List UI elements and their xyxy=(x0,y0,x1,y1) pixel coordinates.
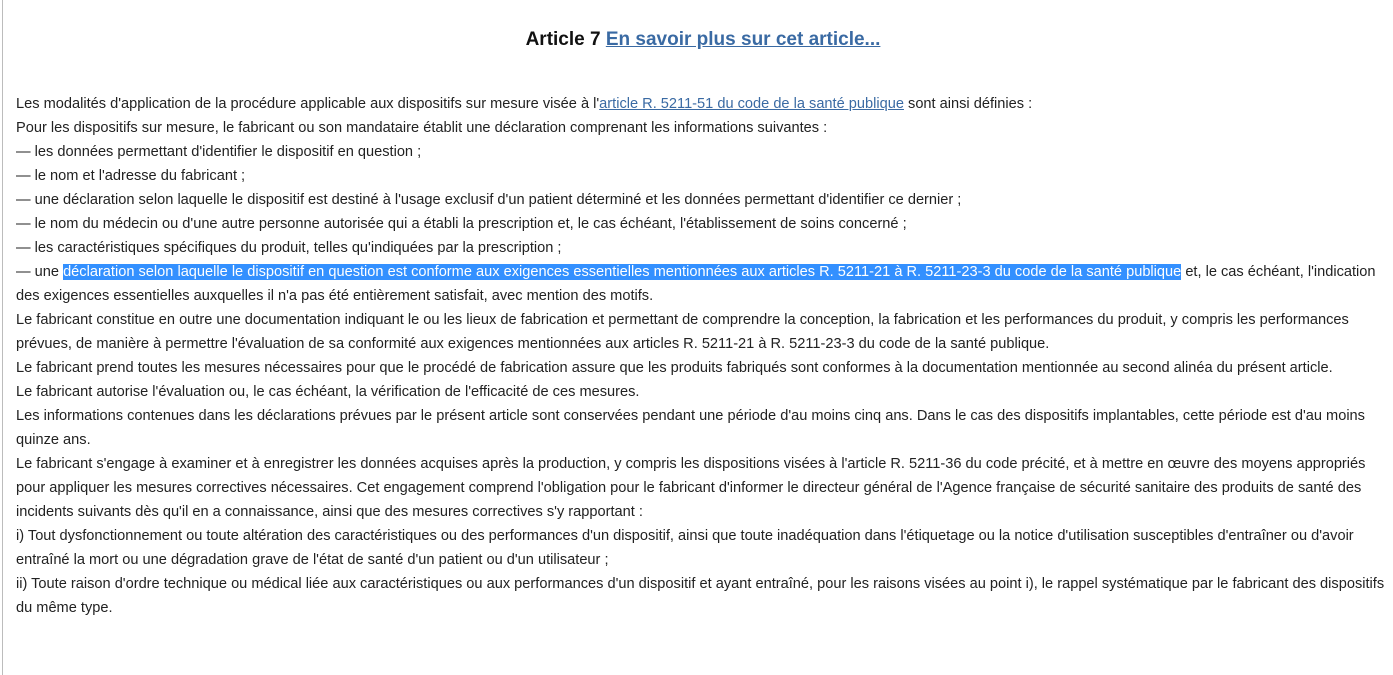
list-item: — une déclaration selon laquelle le dispositif est destiné à l'usage exclusif d'un patient déterminé et les données permettant d'identifier ce dernier ; xyxy=(16,192,962,208)
article-body xyxy=(16,92,1390,620)
article-paragraph: Le fabricant prend toutes les mesures nécessaires pour que le procédé de fabrication assure que les produits fabriqués sont conformes à la documentation mentionnée au second alinéa du présent article. xyxy=(16,360,1333,376)
page-left-border xyxy=(2,0,3,675)
article-paragraph: Les modalités d'application de la procédure applicable aux dispositifs sur mesure visée à l'article R. 5211-51 du code de la santé publique sont ainsi définies : xyxy=(16,96,1033,112)
list-item: — le nom du médecin ou d'une autre personne autorisée qui a établi la prescription et, le cas échéant, l'établissement de soins concerné ; xyxy=(16,216,907,232)
list-item: — une déclaration selon laquelle le dispositif en question est conforme aux exigences essentielles mentionnées aux articles R. 5211-21 à R. 5211-23-3 du code de la santé publique et, le cas échéant, l'indication des exigences essentielles auxquelles il n'a pas été entièrement satisfait, avec mention des motifs. xyxy=(16,264,1376,304)
article-paragraph: ii) Toute raison d'ordre technique ou médical liée aux caractéristiques ou aux performances d'un dispositif et ayant entraîné, pour les raisons visées au point i), le rappel systématique par le fabricant des dispositifs du même type. xyxy=(16,576,1385,616)
article-title xyxy=(16,28,1390,52)
article-paragraph: Le fabricant autorise l'évaluation ou, le cas échéant, la vérification de l'efficacité de ces mesures. xyxy=(16,384,640,400)
article-reference-link[interactable]: article R. 5211-51 du code de la santé publique xyxy=(599,96,904,112)
article-paragraph: i) Tout dysfonctionnement ou toute altération des caractéristiques ou des performances d'un dispositif, ainsi que toute inadéquation dans l'étiquetage ou la notice d'utilisation susceptibles d'entraîner ou d'avoir entraîné la mort ou une dégradation grave de l'état de santé d'un patient ou d'un utilisateur ; xyxy=(16,528,1354,568)
article-paragraph: Pour les dispositifs sur mesure, le fabricant ou son mandataire établit une déclaration comprenant les informations suivantes : xyxy=(16,120,828,136)
article-paragraph: Le fabricant s'engage à examiner et à enregistrer les données acquises après la production, y compris les dispositions visées à l'article R. 5211-36 du code précité, et à mettre en œuvre des moyens appropriés pour appliquer les mesures correctives nécessaires. Cet engagement comprend l'obligation pour le fabricant d'informer le directeur général de l'Agence française de sécurité sanitaire des produits de santé des incidents suivants dès qu'il en a connaissance, ainsi que des mesures correctives s'y rapportant : xyxy=(16,456,1366,520)
selected-text[interactable]: déclaration selon laquelle le dispositif en question est conforme aux exigences essentielles mentionnées aux articles R. 5211-21 à R. 5211-23-3 du code de la santé publique xyxy=(63,264,1182,280)
article-container xyxy=(16,0,1390,620)
article-more-info-link[interactable]: En savoir plus sur cet article... xyxy=(605,29,881,50)
article-paragraph: Le fabricant constitue en outre une documentation indiquant le ou les lieux de fabrication et permettant de comprendre la conception, la fabrication et les performances du produit, y compris les performances prévues, de manière à permettre l'évaluation de sa conformité aux exigences mentionnées aux articles R. 5211-21 à R. 5211-23-3 du code de la santé publique. xyxy=(16,312,1349,352)
list-item: — le nom et l'adresse du fabricant ; xyxy=(16,168,246,184)
list-item: — les caractéristiques spécifiques du produit, telles qu'indiquées par la prescription ; xyxy=(16,240,562,256)
article-paragraph: Les informations contenues dans les déclarations prévues par le présent article sont conservées pendant une période d'au moins cinq ans. Dans le cas des dispositifs implantables, cette période est d'au moins quinze ans. xyxy=(16,408,1365,448)
article-title-number: Article 7 xyxy=(525,29,601,50)
list-item: — les données permettant d'identifier le dispositif en question ; xyxy=(16,144,422,160)
